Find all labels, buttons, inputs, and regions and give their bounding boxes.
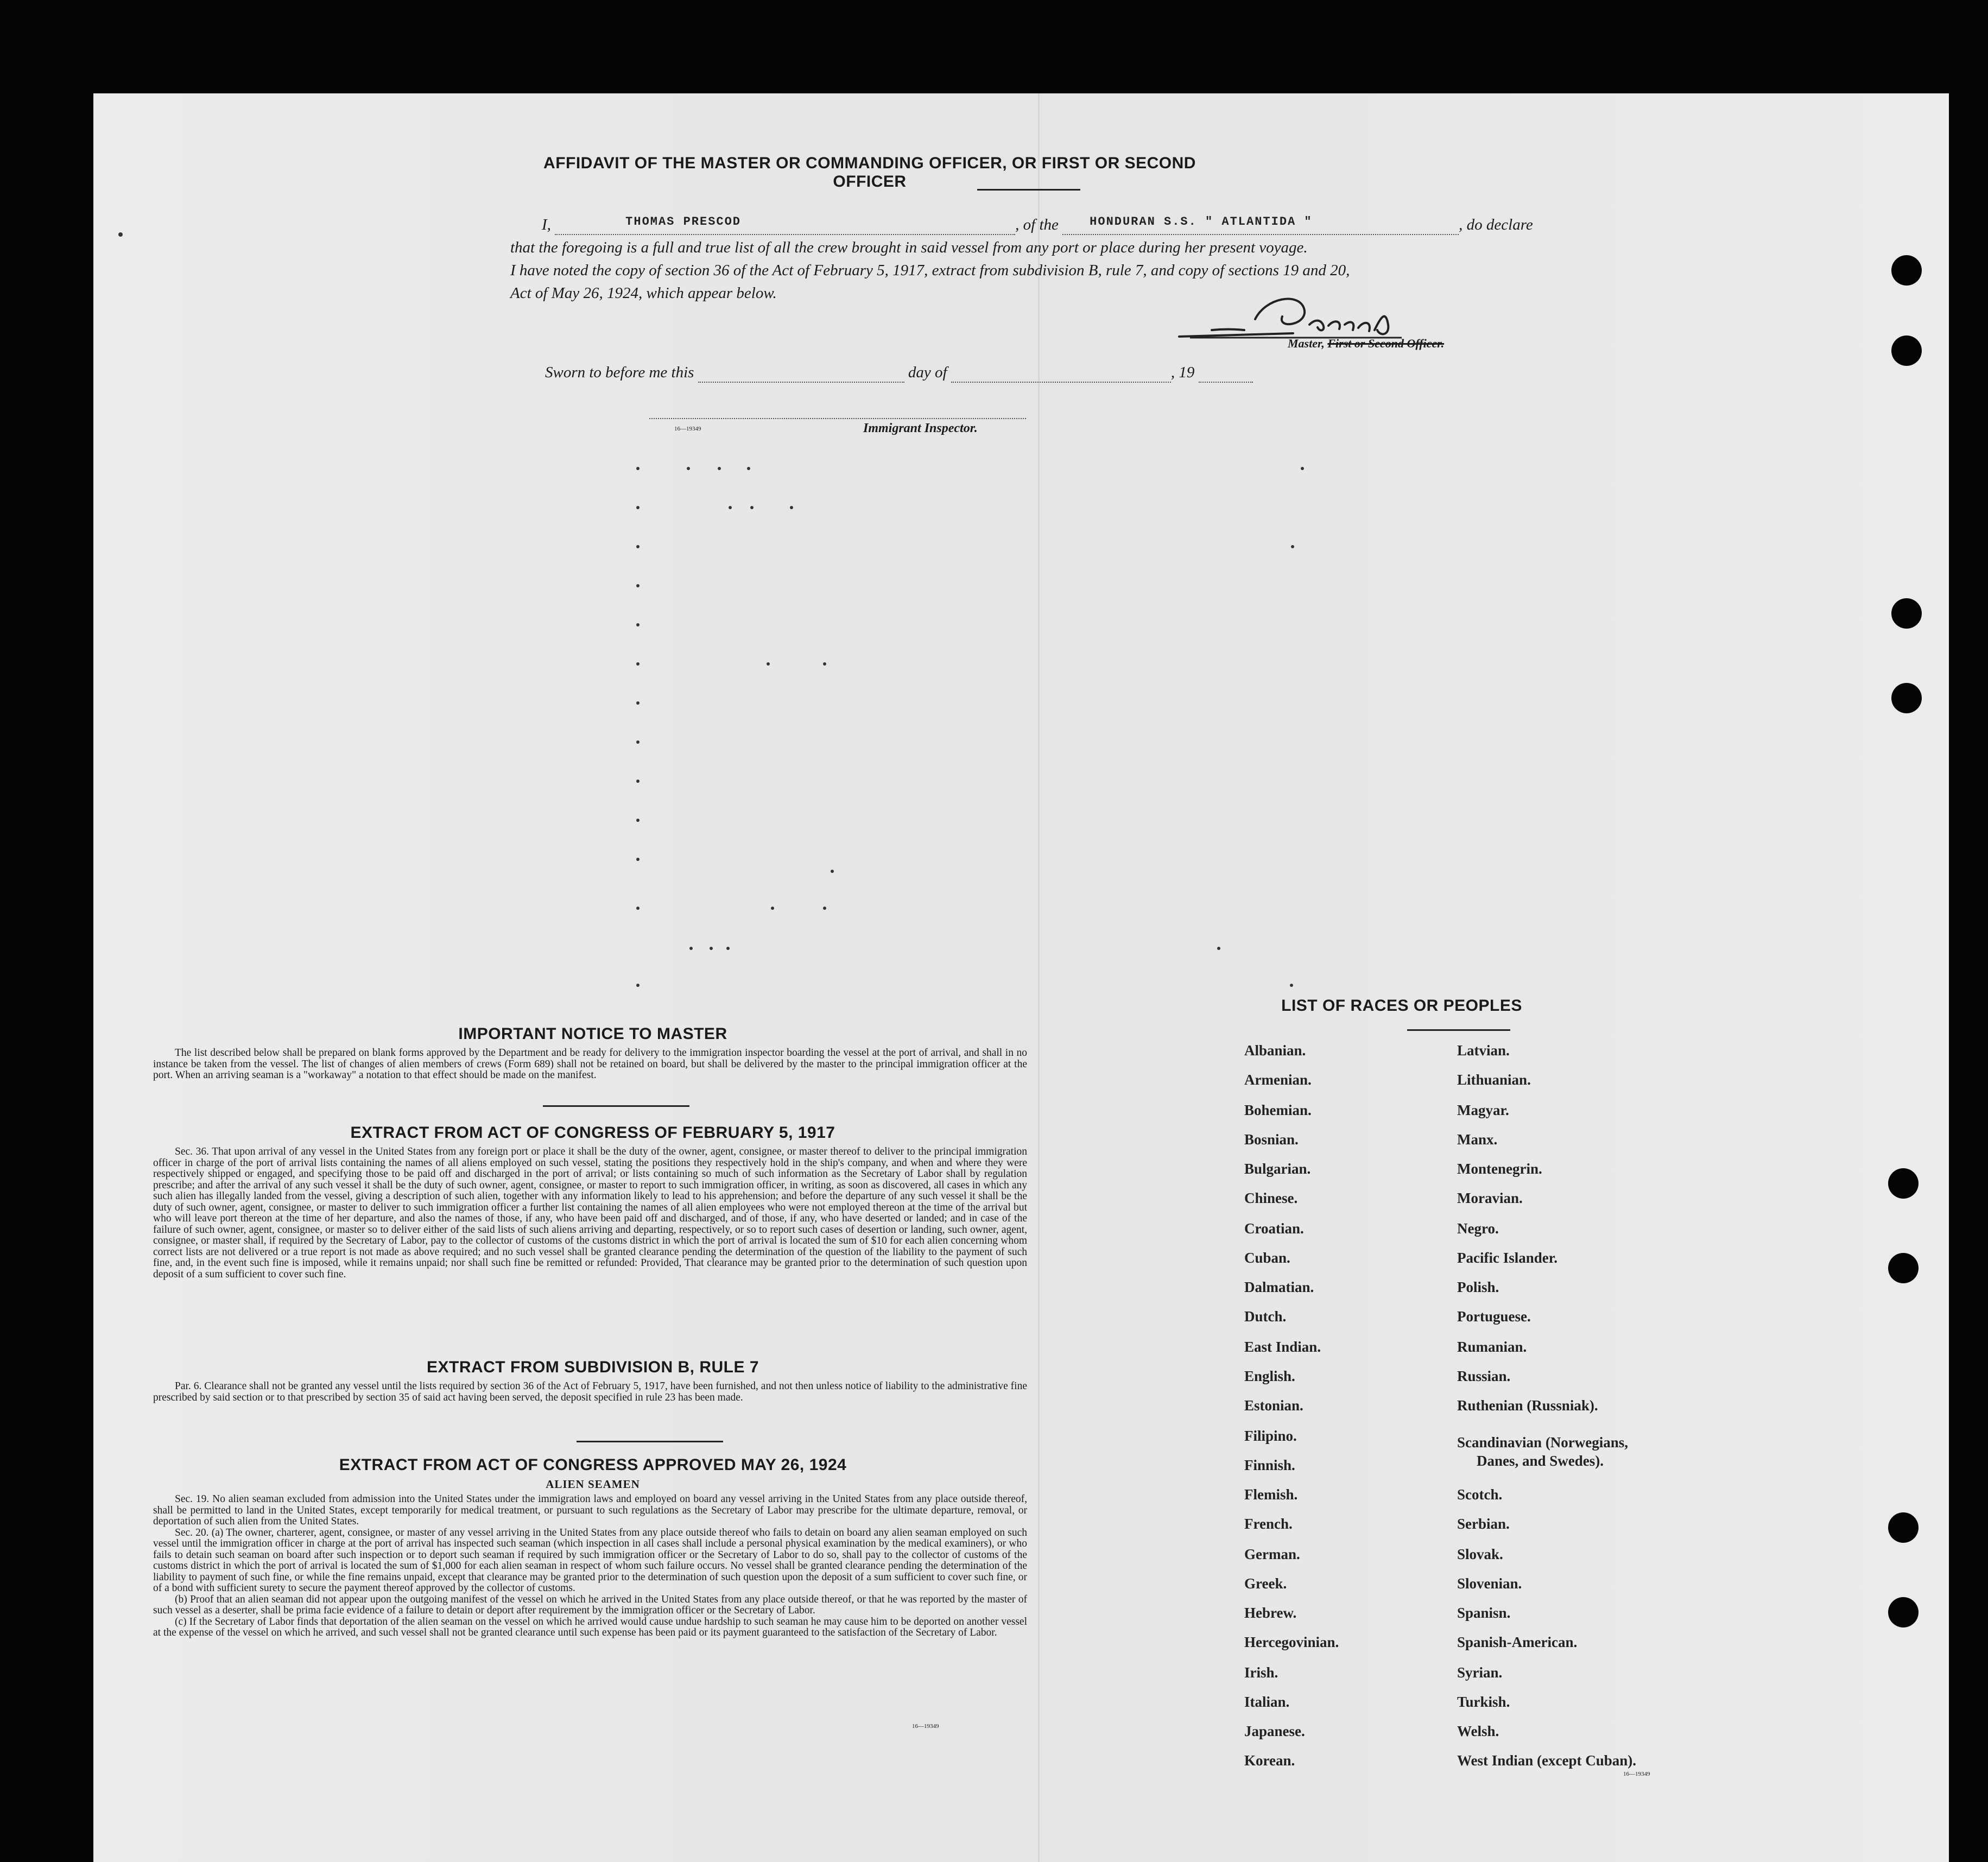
- race-left-item: Bosnian.: [1244, 1131, 1299, 1148]
- punch-hole: [1888, 1512, 1919, 1543]
- race-left-item: Finnish.: [1244, 1457, 1295, 1473]
- stray-mark: [1217, 947, 1220, 950]
- stray-mark: [636, 907, 640, 910]
- races-title: LIST OF RACES OR PEOPLES: [1281, 997, 1522, 1015]
- race-right-item: Russian.: [1457, 1368, 1511, 1384]
- stray-mark: [636, 819, 640, 822]
- section-rule: [577, 1441, 723, 1442]
- alien-seamen-subtitle: ALIEN SEAMEN: [546, 1478, 640, 1491]
- stray-mark: [689, 947, 693, 950]
- race-right-item: West Indian (except Cuban).: [1457, 1752, 1637, 1769]
- race-right-item: Magyar.: [1457, 1102, 1509, 1118]
- punch-hole: [1888, 1168, 1919, 1199]
- race-left-item: Estonian.: [1244, 1397, 1303, 1414]
- race-left-item: East Indian.: [1244, 1339, 1321, 1355]
- race-left-item: German.: [1244, 1546, 1300, 1562]
- race-left-item: Armenian.: [1244, 1072, 1312, 1088]
- vessel-name-field[interactable]: [1062, 216, 1459, 235]
- stray-mark: [729, 506, 732, 509]
- stray-mark: [636, 984, 640, 987]
- extract-1917-title: EXTRACT FROM ACT OF CONGRESS OF FEBRUARY 5, 1917: [350, 1124, 835, 1142]
- stray-mark: [636, 545, 640, 548]
- rule7-text: [153, 1381, 1027, 1403]
- punch-hole: [1891, 598, 1922, 629]
- notice-title: IMPORTANT NOTICE TO MASTER: [458, 1025, 727, 1043]
- form-number-races: 16—19349: [1623, 1771, 1650, 1777]
- master-name: THOMAS PRESCOD: [625, 215, 742, 229]
- race-right-item: Serbian.: [1457, 1516, 1510, 1532]
- race-right-item: Danes, and Swedes).: [1477, 1453, 1604, 1469]
- race-left-item: French.: [1244, 1516, 1293, 1532]
- sworn-day-label: day of: [908, 364, 947, 381]
- stray-mark: [636, 701, 640, 705]
- rule7-paragraph: Par. 6. Clearance shall not be granted any vessel until the lists required by section 36 of the Act of February 5, 1917, have been furnished, and not then unless notice of liability to the administrative fine prescribed by said section or to that prescribed by section 35 of said act having been served, the deposit specified in rule 23 has been made.: [153, 1380, 1027, 1403]
- race-left-item: Albanian.: [1244, 1042, 1306, 1059]
- race-right-item: Lithuanian.: [1457, 1072, 1531, 1088]
- form-number-top: 16—19349: [674, 426, 701, 432]
- page-fold: [1038, 93, 1040, 1862]
- race-right-item: Negro.: [1457, 1220, 1499, 1237]
- punch-hole: [1888, 1597, 1919, 1627]
- stray-mark: [636, 858, 640, 861]
- sworn-year-label: , 19: [1170, 364, 1195, 381]
- stray-mark: [823, 907, 826, 910]
- stray-mark: [710, 947, 713, 950]
- race-right-item: Turkish.: [1457, 1694, 1510, 1710]
- race-right-item: Scotch.: [1457, 1486, 1503, 1503]
- race-left-item: Korean.: [1244, 1752, 1295, 1769]
- sworn-line: [545, 364, 1253, 383]
- race-right-item: Montenegrin.: [1457, 1161, 1542, 1177]
- race-right-item: Manx.: [1457, 1131, 1498, 1148]
- sworn-month-field[interactable]: [951, 364, 1171, 383]
- section-20c-paragraph: (c) If the Secretary of Labor finds that deportation of the alien seaman on the vessel on which he arrived would cause undue hardship to such seaman he may cause him to be deported on another vessel at the expense of the vessel on which he arrived, and such vessel shall not be granted clearance until such expense has been paid or its payment guaranteed to the satisfaction of the Secretary of Labor.: [153, 1616, 1027, 1638]
- stray-mark: [636, 467, 640, 470]
- affidavit-line2: that the foregoing is a full and true list of all the crew brought in said vessel from any port or place during her present voyage.: [510, 239, 1308, 256]
- race-left-item: Filipino.: [1244, 1428, 1297, 1444]
- form-page: [93, 93, 1949, 1862]
- races-rule: [1407, 1029, 1510, 1031]
- section-19-paragraph: Sec. 19. No alien seaman excluded from admission into the United States under the immigration laws and employed on board any vessel arriving in the United States from any place outside thereof, shall be permitted to land in the United States, except temporarily for medical treatment, or pursuant to such regulations as the Secretary of Labor may prescribe for the ultimate departure, removal, or deportation of such alien from the United States.: [153, 1493, 1027, 1527]
- stray-mark: [636, 506, 640, 509]
- stray-mark: [750, 506, 754, 509]
- form-number-bottom: 16—19349: [912, 1723, 939, 1730]
- caption-master: Master,: [1288, 337, 1325, 350]
- stray-mark: [636, 780, 640, 783]
- extract-1924-title: EXTRACT FROM ACT OF CONGRESS APPROVED MAY 26, 1924: [339, 1456, 847, 1474]
- extract-1917-text: [153, 1147, 1027, 1280]
- affidavit-line4: Act of May 26, 1924, which appear below.: [510, 284, 777, 302]
- stray-mark: [1301, 467, 1304, 470]
- stray-mark: [636, 584, 640, 587]
- race-left-item: Bohemian.: [1244, 1102, 1312, 1118]
- race-left-item: Italian.: [1244, 1694, 1290, 1710]
- race-left-item: Greek.: [1244, 1575, 1287, 1592]
- affidavit-title: AFFIDAVIT OF THE MASTER OR COMMANDING OFFICER, OR FIRST OR SECOND OFFICER: [543, 154, 1196, 191]
- punch-hole: [1891, 335, 1922, 366]
- stray-mark: [767, 662, 770, 666]
- race-right-item: Welsh.: [1457, 1723, 1499, 1739]
- race-right-item: Moravian.: [1457, 1190, 1523, 1206]
- sworn-prefix: Sworn to before me this: [545, 364, 694, 381]
- section-rule: [543, 1105, 689, 1107]
- race-left-item: Irish.: [1244, 1664, 1278, 1681]
- stray-mark: [726, 947, 730, 950]
- race-left-item: Hebrew.: [1244, 1605, 1297, 1621]
- line1-mid: , of the: [1015, 216, 1059, 233]
- race-left-item: Dalmatian.: [1244, 1279, 1314, 1295]
- race-right-item: Pacific Islander.: [1457, 1250, 1558, 1266]
- notice-paragraph: The list described below shall be prepared on blank forms approved by the Department and be ready for delivery to the immigration inspector boarding the vessel at the port of arrival, and shall in no instance be taken from the vessel. The list of changes of alien members of crews (Form 689) shall not be retained on board, but shall be delivered by the master to the principal immigration officer at the port. When an arriving seaman is a "workaway" a notation to that effect should be made on the manifest.: [153, 1047, 1027, 1081]
- margin-mark: [118, 232, 123, 237]
- stray-mark: [747, 467, 750, 470]
- punch-hole: [1891, 683, 1922, 713]
- section-20b-paragraph: (b) Proof that an alien seaman did not appear upon the outgoing manifest of the vessel on which he arrived in the United States from any place outside thereof, or that he was reported by the master of such vessel as a deserter, shall be prima facie evidence of a failure to detain or deport after requirement by the immigration officer or the Secretary of Labor.: [153, 1593, 1027, 1616]
- stray-mark: [636, 662, 640, 666]
- stray-mark: [1291, 545, 1294, 548]
- race-right-item: Portuguese.: [1457, 1308, 1531, 1325]
- race-right-item: Syrian.: [1457, 1664, 1503, 1681]
- master-name-field[interactable]: [555, 216, 1015, 235]
- sworn-day-field[interactable]: [698, 364, 904, 383]
- race-right-item: Spanisn.: [1457, 1605, 1511, 1621]
- stray-mark: [831, 870, 834, 873]
- stray-mark: [771, 907, 774, 910]
- affidavit-line1: [542, 216, 1649, 235]
- race-right-item: Slovenian.: [1457, 1575, 1522, 1592]
- race-left-item: Japanese.: [1244, 1723, 1305, 1739]
- race-right-item: Rumanian.: [1457, 1339, 1527, 1355]
- stray-mark: [636, 740, 640, 744]
- punch-hole: [1888, 1253, 1919, 1283]
- affidavit-line3: I have noted the copy of section 36 of the Act of February 5, 1917, extract from subdivision B, rule 7, and copy of sections 19 and 20,: [510, 262, 1350, 279]
- section-20a-paragraph: Sec. 20. (a) The owner, charterer, agent, consignee, or master of any vessel arriving in the United States from any place outside thereof who fails to detain on board any alien seaman employed on such vessel until the immigration officer in charge at the port of arrival has inspected such seaman (which inspection in all cases shall include a personal physical examination by the medical examiners), or who fails to detain such seaman on board after such inspection or to deport such seaman if required by such immigration officer or the Secretary of Labor to do so, shall pay to the collector of customs of the customs district in which the port of arrival is located the sum of $1,000 for each alien seaman in respect of whom such failure occurs. No vessel shall be granted clearance pending the determination of the liability to payment of such fine, or while the fine remains unpaid, except that clearance may be granted prior to the determination of such question upon the deposit of a sum sufficient to cover such fine, or of a bond with sufficient surety to secure the payment thereof approved by the collector of customs.: [153, 1527, 1027, 1594]
- extract-1924-text: [153, 1494, 1027, 1639]
- race-left-item: English.: [1244, 1368, 1295, 1384]
- race-right-item: Spanish-American.: [1457, 1634, 1578, 1650]
- race-left-item: Dutch.: [1244, 1308, 1287, 1325]
- race-right-item: Slovak.: [1457, 1546, 1503, 1562]
- stray-mark: [823, 662, 826, 666]
- race-left-item: Bulgarian.: [1244, 1161, 1311, 1177]
- race-right-item: Ruthenian (Russniak).: [1457, 1397, 1598, 1414]
- race-right-item: Polish.: [1457, 1279, 1499, 1295]
- race-left-item: Croatian.: [1244, 1220, 1304, 1237]
- race-left-item: Hercegovinian.: [1244, 1634, 1339, 1650]
- stray-mark: [718, 467, 721, 470]
- sworn-year-field[interactable]: [1199, 364, 1253, 383]
- stray-mark: [636, 623, 640, 626]
- signature-caption: [1288, 337, 1444, 351]
- title-rule: [977, 189, 1080, 191]
- line1-suffix: , do declare: [1459, 216, 1533, 233]
- race-left-item: Cuban.: [1244, 1250, 1290, 1266]
- race-left-item: Chinese.: [1244, 1190, 1298, 1206]
- race-right-item: Latvian.: [1457, 1042, 1510, 1059]
- caption-struck: First or Second Officer.: [1327, 337, 1445, 350]
- inspector-caption: Immigrant Inspector.: [863, 421, 978, 435]
- line1-prefix: I,: [542, 216, 551, 233]
- notice-text: [153, 1048, 1027, 1081]
- race-right-item: Scandinavian (Norwegians,: [1457, 1434, 1629, 1451]
- stray-mark: [687, 467, 690, 470]
- punch-hole: [1891, 255, 1922, 286]
- rule7-title: EXTRACT FROM SUBDIVISION B, RULE 7: [426, 1358, 759, 1376]
- stray-mark: [1290, 984, 1293, 987]
- section-36-paragraph: Sec. 36. That upon arrival of any vessel in the United States from any foreign port or place it shall be the duty of the owner, agent, consignee, or master thereof to deliver to the principal immigration officer in charge of the port of arrival lists containing the names of all aliens employed on such vessel, stating the positions they respectively hold in the ship's company, and when and where they were respectively shipped or engaged, and specifying those to be paid off and discharged in the port of arrival; or lists containing so much of such information as the Secretary of Labor shall by regulation prescribe; and after the arrival of any such vessel it shall be the duty of such owner, agent, consignee, or master to report to such immigration officer, in writing, as soon as discovered, all cases in which any such alien has illegally landed from the vessel, giving a description of such alien, together with any information likely to lead to his apprehension; and before the departure of any such vessel it shall be the duty of such owner, agent, consignee, or master to deliver to such immigration officer a further list containing the names of all alien employees who were not employed thereon at the time of the arrival but who will leave port thereon at the time of her departure, and also the names of those, if any, who have been paid off and discharged, and of those, if any, who have deserted or landed; and in case of the failure of such owner, agent, consignee, or master so to deliver either of the said lists of such aliens arriving and departing, respectively, or so to report such cases of desertion or landing, such owner, agent, consignee, or master shall, if required by the Secretary of Labor, pay to the collector of customs of the customs district in which the port of arrival is located the sum of $10 for each alien concerning whom correct lists are not delivered or a true report is not made as above required; and no such vessel shall be granted clearance pending the determination of the question of the liability to the payment of such fine, and, in the event such fine is imposed, while it remains unpaid; nor shall such fine be remitted or refunded: Provided, That clearance may be granted prior to the determination of such question upon deposit of a sum sufficient to cover such fine.: [153, 1146, 1027, 1280]
- race-left-item: Flemish.: [1244, 1486, 1298, 1503]
- vessel-name: HONDURAN S.S. " ATLANTIDA ": [1090, 215, 1313, 229]
- stray-mark: [790, 506, 793, 509]
- inspector-signature-line[interactable]: [649, 418, 1026, 419]
